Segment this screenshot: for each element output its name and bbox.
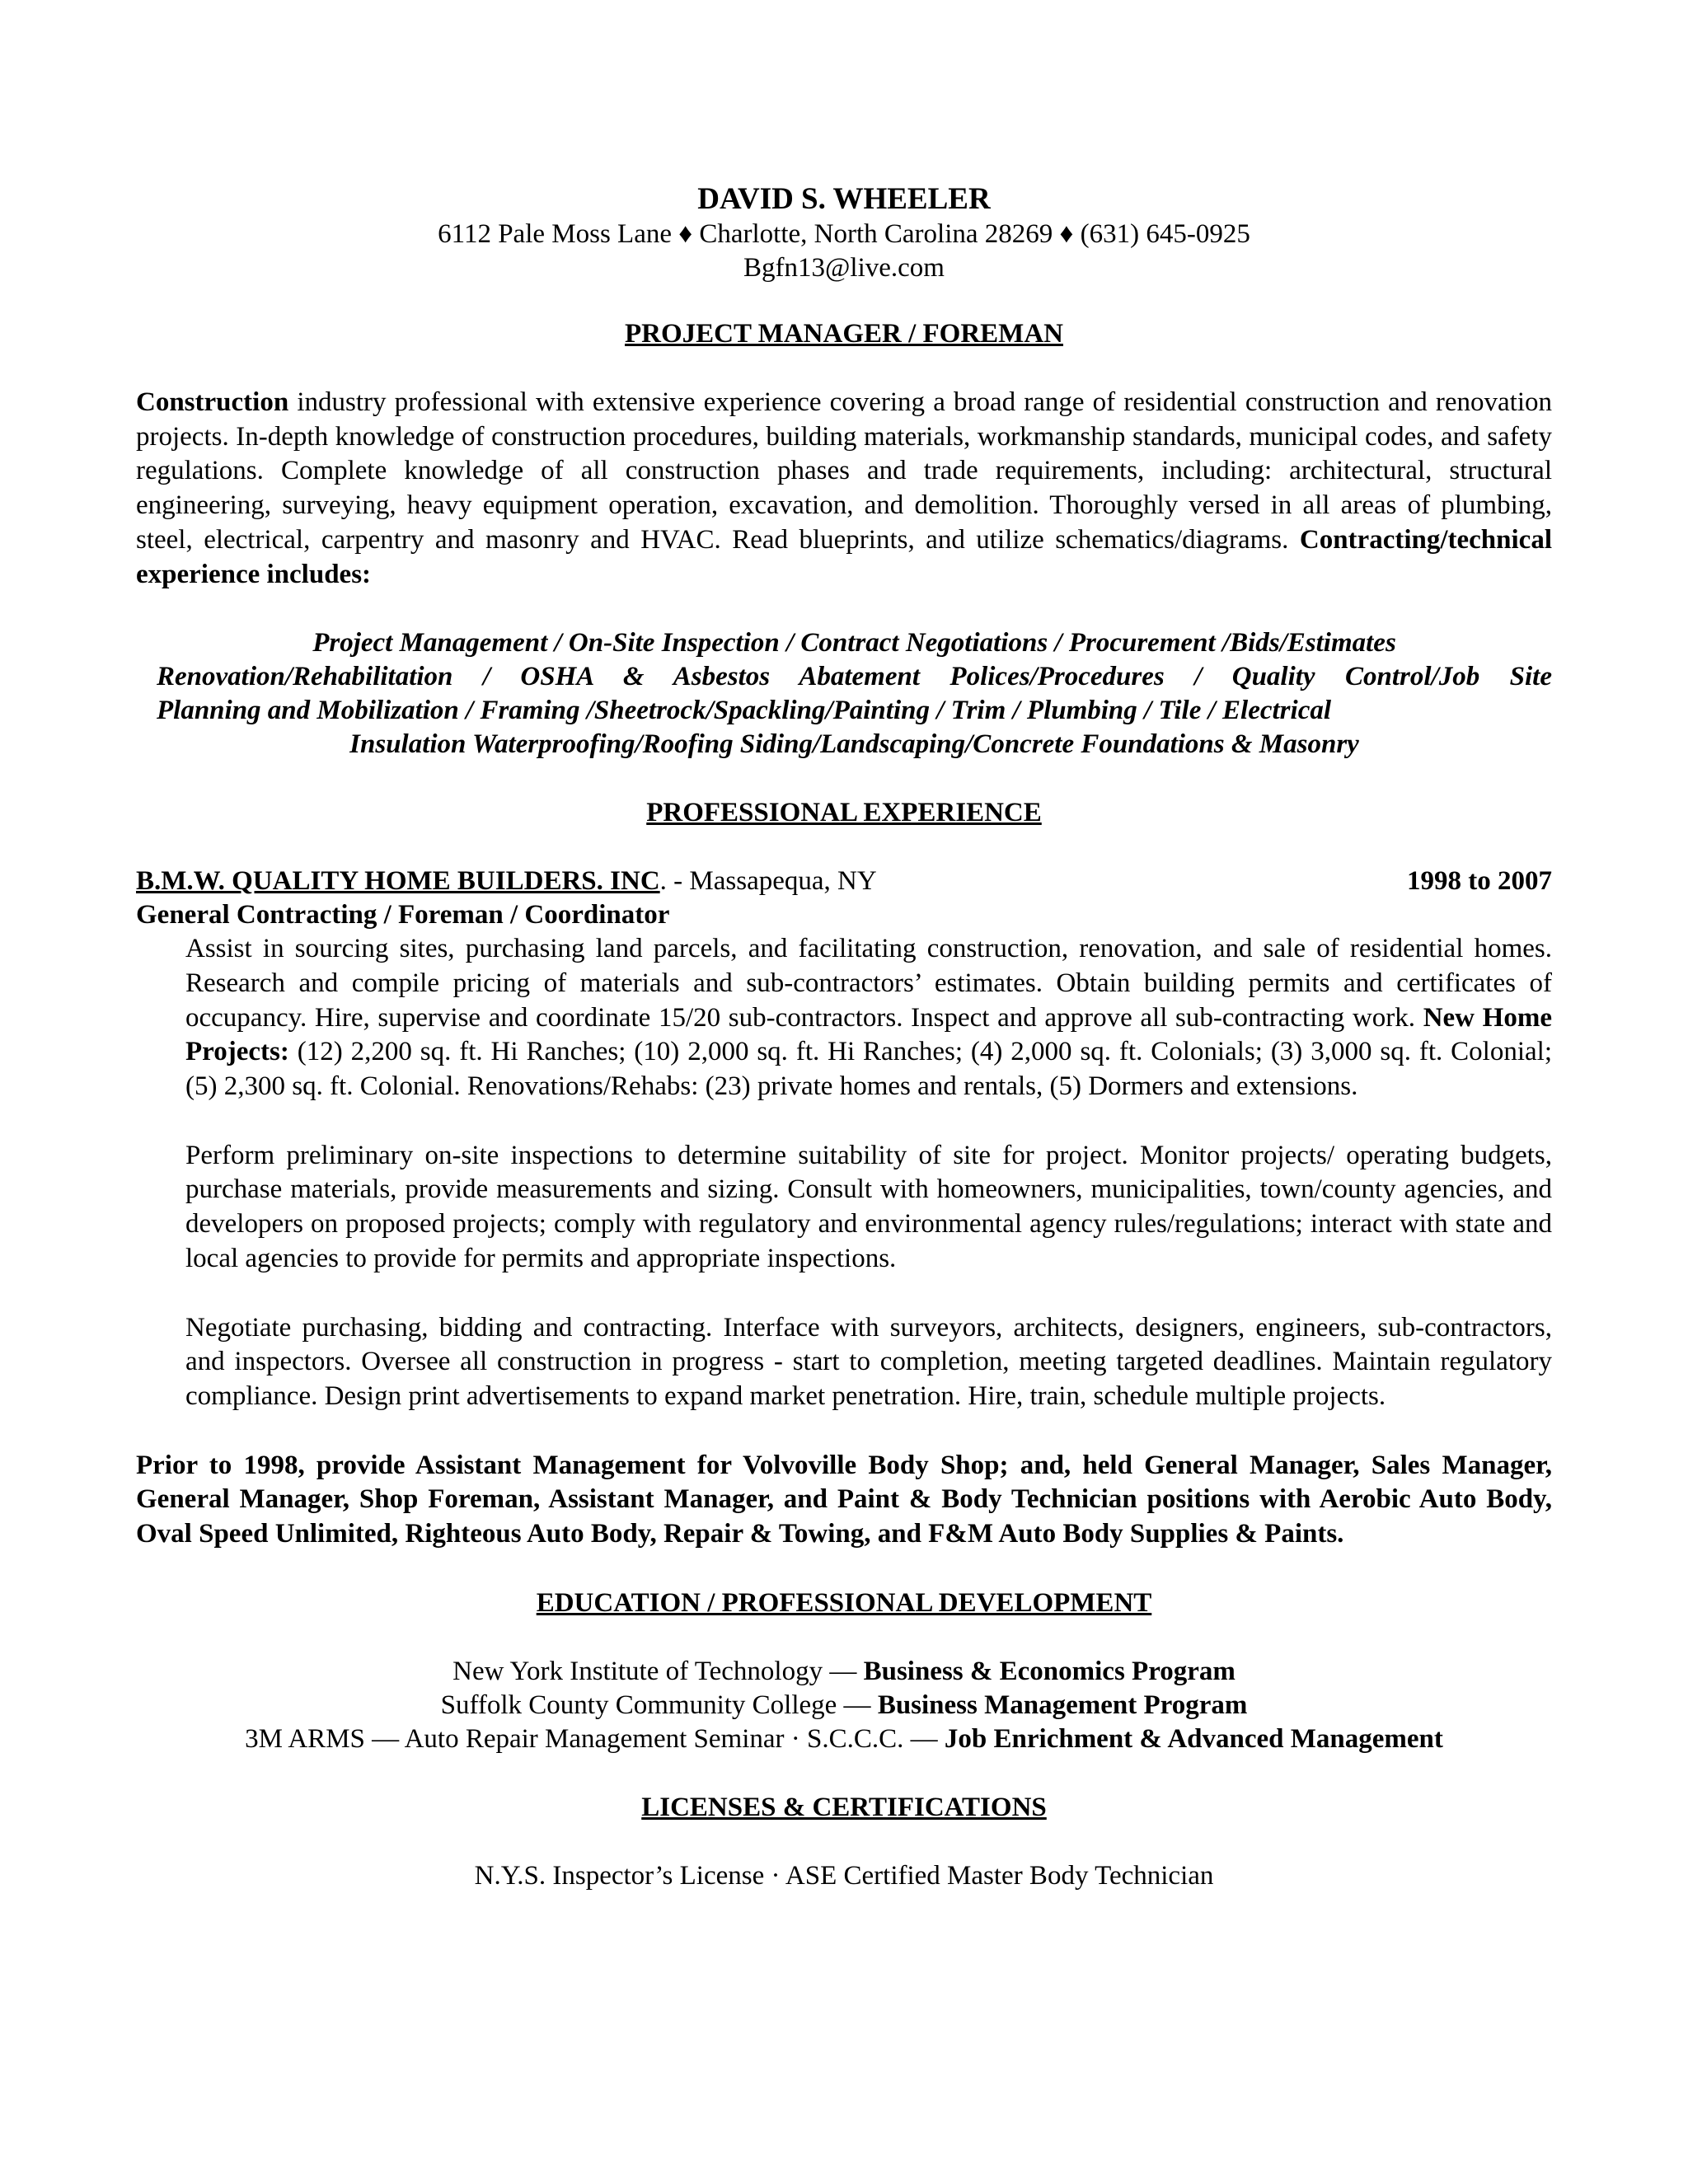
skills-line: Project Management / On-Site Inspection / Contract Negotiations / Procurement /Bids/Estimates xyxy=(312,628,1396,658)
job-header xyxy=(136,865,1552,898)
education-institution: 3M ARMS — Auto Repair Management Seminar · S.C.C.C. — xyxy=(245,1723,945,1754)
job-paragraph: Perform preliminary on-site inspections to determine suitability of site for project. Monitor projects/ operating budgets, purchase materials, provide measurements and sizing. Consult with homeowners, municipalities, town/county agencies, and developers on proposed projects; comply with regulatory and environmental agency rules/regulations; interact with state and local agencies to provide for permits and appropriate inspections. xyxy=(185,1140,1552,1273)
education-item xyxy=(136,1689,1552,1722)
job-title: General Contracting / Foreman / Coordinator xyxy=(136,900,670,930)
prior-experience: Prior to 1998, provide Assistant Management for Volvoville Body Shop; and, held General Manager, Sales Manager, General Manager, Shop Foreman, Assistant Manager, and Paint & Body Technician positions with Aerobic Auto Body, Oval Speed Unlimited, Righteous Auto Body, Repair & Towing, and F&M Auto Body Supplies & Paints. xyxy=(136,1450,1552,1549)
address: 6112 Pale Moss Lane xyxy=(438,219,672,249)
email: Bgfn13@live.com xyxy=(743,253,945,283)
headline: PROJECT MANAGER / FOREMAN xyxy=(625,319,1063,349)
contact-line xyxy=(136,218,1552,251)
summary-text: industry professional with extensive experience covering a broad range of residential construction and renovation projects. In-depth knowledge of construction procedures, building materials, workmanship standards, municipal codes, and safety regulations. Complete knowledge of all construction phases and trade requirements, including: architectural, structural engineering, surveying, heavy equipment operation, excavation, and demolition. Thoroughly versed in all areas of plumbing, steel, electrical, carpentry and masonry and HVAC. Read blueprints, and utilize schematics/diagrams. xyxy=(136,387,1552,555)
education-heading: EDUCATION / PROFESSIONAL DEVELOPMENT xyxy=(536,1587,1152,1618)
company-name: B.M.W. QUALITY HOME BUILDERS. INC xyxy=(136,866,660,897)
education-item xyxy=(136,1655,1552,1689)
skills-line: Planning and Mobilization / Framing /Sheetrock/Spackling/Painting / Trim / Plumbing / Tile / Electrical xyxy=(157,696,1332,726)
separator-diamond-icon: ♦ xyxy=(678,219,693,249)
education-program: Job Enrichment & Advanced Management xyxy=(944,1723,1443,1754)
company-location: . - Massapequa, NY xyxy=(659,866,877,897)
licenses-text: N.Y.S. Inspector’s License · ASE Certified Master Body Technician xyxy=(474,1860,1214,1891)
job-paragraph xyxy=(185,932,1552,1104)
candidate-name: DAVID S. WHEELER xyxy=(697,182,991,216)
new-home-projects-label: New Home Projects: xyxy=(185,1002,1552,1067)
city: Charlotte, North Carolina 28269 xyxy=(699,219,1053,249)
skills-line: Insulation Waterproofing/Roofing Siding/Landscaping/Concrete Foundations & Masonry xyxy=(349,729,1359,760)
skills-list xyxy=(136,626,1552,762)
summary-paragraph xyxy=(136,386,1552,592)
summary-tail: Contracting/technical experience includes: xyxy=(136,524,1552,589)
job-paragraph-text: (12) 2,200 sq. ft. Hi Ranches; (10) 2,000 sq. ft. Hi Ranches; (4) 2,000 sq. ft. Colonials; (3) 3,000 sq. ft. Colonial; (5) 2,300 sq. ft. Colonial. Renovations/Rehabs: (23) private homes and rentals, (5) Dormers and extensions. xyxy=(185,1037,1552,1102)
skills-line: Renovation/Rehabilitation / OSHA & Asbestos Abatement Polices/Procedures / Quality Control/Job Site xyxy=(157,662,1552,692)
education-institution: Suffolk County Community College — xyxy=(440,1690,878,1720)
job-paragraph-text: Assist in sourcing sites, purchasing land parcels, and facilitating construction, renovation, and sale of residential homes. Research and compile pricing of materials and sub-contractors’ estimates. Obtain building permits and certificates of occupancy. Hire, supervise and coordinate 15/20 sub-contractors. Inspect and approve all sub-contracting work. xyxy=(185,934,1552,1033)
job-paragraph: Negotiate purchasing, bidding and contracting. Interface with surveyors, architects, designers, engineers, sub-contractors, and inspectors. Oversee all construction in progress - start to completion, meeting targeted deadlines. Maintain regulatory compliance. Design print advertisements to expand market penetration. Hire, train, schedule multiple projects. xyxy=(185,1312,1552,1411)
separator-diamond-icon: ♦ xyxy=(1059,219,1074,249)
licenses-heading: LICENSES & CERTIFICATIONS xyxy=(641,1792,1047,1822)
job-description xyxy=(136,932,1552,1413)
job-dates: 1998 to 2007 xyxy=(1407,866,1552,897)
summary-lead: Construction xyxy=(136,387,289,417)
experience-heading: PROFESSIONAL EXPERIENCE xyxy=(646,798,1042,828)
resume-header xyxy=(136,181,1552,285)
education-institution: New York Institute of Technology — xyxy=(452,1656,864,1686)
education-program: Business & Economics Program xyxy=(863,1656,1236,1686)
education-item xyxy=(136,1722,1552,1756)
phone: (631) 645-0925 xyxy=(1080,219,1250,249)
education-program: Business Management Program xyxy=(877,1690,1248,1720)
education-list xyxy=(136,1655,1552,1756)
